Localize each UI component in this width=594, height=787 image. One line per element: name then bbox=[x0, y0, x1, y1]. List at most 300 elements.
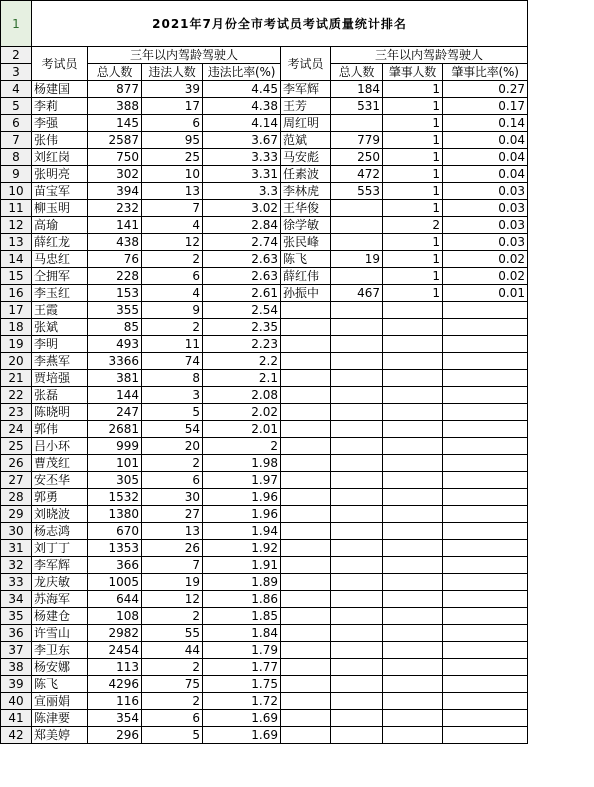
total-cell[interactable]: 108 bbox=[88, 608, 142, 625]
empty-cell[interactable] bbox=[281, 523, 331, 540]
total-cell[interactable]: 354 bbox=[88, 710, 142, 727]
accident-rate-cell[interactable]: 0.03 bbox=[443, 200, 528, 217]
total-cell[interactable]: 305 bbox=[88, 472, 142, 489]
accident-rate-cell[interactable]: 0.01 bbox=[443, 285, 528, 302]
empty-cell[interactable] bbox=[443, 676, 528, 693]
empty-cell[interactable] bbox=[281, 727, 331, 744]
row-header[interactable]: 2 bbox=[1, 47, 32, 64]
empty-cell[interactable] bbox=[281, 693, 331, 710]
violation-rate-cell[interactable]: 1.94 bbox=[203, 523, 281, 540]
violation-rate-cell[interactable]: 3.31 bbox=[203, 166, 281, 183]
empty-cell[interactable] bbox=[331, 472, 383, 489]
group-header-right[interactable]: 三年以内驾龄驾驶人 bbox=[331, 47, 528, 64]
violations-cell[interactable]: 13 bbox=[142, 523, 203, 540]
accidents-cell[interactable]: 1 bbox=[383, 268, 443, 285]
violation-rate-cell[interactable]: 1.69 bbox=[203, 710, 281, 727]
empty-cell[interactable] bbox=[383, 319, 443, 336]
empty-cell[interactable] bbox=[331, 506, 383, 523]
total-cell[interactable]: 247 bbox=[88, 404, 142, 421]
examiner-name-cell[interactable]: 张斌 bbox=[32, 319, 88, 336]
empty-cell[interactable] bbox=[331, 370, 383, 387]
violations-cell[interactable]: 3 bbox=[142, 387, 203, 404]
examiner-name-cell[interactable]: 柳玉明 bbox=[32, 200, 88, 217]
empty-cell[interactable] bbox=[383, 370, 443, 387]
row-header[interactable]: 35 bbox=[1, 608, 32, 625]
total-cell[interactable]: 553 bbox=[331, 183, 383, 200]
empty-cell[interactable] bbox=[331, 523, 383, 540]
row-header[interactable]: 9 bbox=[1, 166, 32, 183]
row-header[interactable]: 25 bbox=[1, 438, 32, 455]
empty-cell[interactable] bbox=[331, 353, 383, 370]
violation-rate-cell[interactable]: 1.75 bbox=[203, 676, 281, 693]
empty-cell[interactable] bbox=[331, 676, 383, 693]
empty-cell[interactable] bbox=[443, 642, 528, 659]
col-header-total-left[interactable]: 总人数 bbox=[88, 64, 142, 81]
violations-cell[interactable]: 13 bbox=[142, 183, 203, 200]
violations-cell[interactable]: 2 bbox=[142, 608, 203, 625]
examiner-name-cell[interactable]: 李林虎 bbox=[281, 183, 331, 200]
violation-rate-cell[interactable]: 1.91 bbox=[203, 557, 281, 574]
empty-cell[interactable] bbox=[331, 693, 383, 710]
examiner-name-cell[interactable]: 王霞 bbox=[32, 302, 88, 319]
total-cell[interactable]: 2587 bbox=[88, 132, 142, 149]
examiner-header-left[interactable]: 考试员 bbox=[32, 47, 88, 81]
violations-cell[interactable]: 12 bbox=[142, 234, 203, 251]
examiner-name-cell[interactable]: 张磊 bbox=[32, 387, 88, 404]
examiner-name-cell[interactable]: 任素波 bbox=[281, 166, 331, 183]
empty-cell[interactable] bbox=[331, 591, 383, 608]
empty-cell[interactable] bbox=[383, 710, 443, 727]
examiner-header-right[interactable]: 考试员 bbox=[281, 47, 331, 81]
empty-cell[interactable] bbox=[331, 421, 383, 438]
empty-cell[interactable] bbox=[443, 472, 528, 489]
violations-cell[interactable]: 30 bbox=[142, 489, 203, 506]
empty-cell[interactable] bbox=[281, 455, 331, 472]
total-cell[interactable] bbox=[331, 115, 383, 132]
empty-cell[interactable] bbox=[331, 387, 383, 404]
empty-cell[interactable] bbox=[331, 710, 383, 727]
empty-cell[interactable] bbox=[281, 608, 331, 625]
violations-cell[interactable]: 10 bbox=[142, 166, 203, 183]
col-header-violations[interactable]: 违法人数 bbox=[142, 64, 203, 81]
total-cell[interactable]: 113 bbox=[88, 659, 142, 676]
examiner-name-cell[interactable]: 陈飞 bbox=[32, 676, 88, 693]
examiner-name-cell[interactable]: 徐学敏 bbox=[281, 217, 331, 234]
empty-cell[interactable] bbox=[331, 608, 383, 625]
violations-cell[interactable]: 5 bbox=[142, 727, 203, 744]
violation-rate-cell[interactable]: 3.3 bbox=[203, 183, 281, 200]
empty-cell[interactable] bbox=[331, 625, 383, 642]
empty-cell[interactable] bbox=[383, 676, 443, 693]
violation-rate-cell[interactable]: 1.77 bbox=[203, 659, 281, 676]
total-cell[interactable]: 19 bbox=[331, 251, 383, 268]
total-cell[interactable] bbox=[331, 217, 383, 234]
row-header[interactable]: 22 bbox=[1, 387, 32, 404]
empty-cell[interactable] bbox=[331, 489, 383, 506]
examiner-name-cell[interactable]: 张民峰 bbox=[281, 234, 331, 251]
row-header[interactable]: 31 bbox=[1, 540, 32, 557]
empty-cell[interactable] bbox=[331, 642, 383, 659]
total-cell[interactable]: 1380 bbox=[88, 506, 142, 523]
violations-cell[interactable]: 6 bbox=[142, 710, 203, 727]
examiner-name-cell[interactable]: 范斌 bbox=[281, 132, 331, 149]
violations-cell[interactable]: 2 bbox=[142, 455, 203, 472]
examiner-name-cell[interactable]: 杨安娜 bbox=[32, 659, 88, 676]
empty-cell[interactable] bbox=[443, 557, 528, 574]
row-header[interactable]: 30 bbox=[1, 523, 32, 540]
row-header[interactable]: 40 bbox=[1, 693, 32, 710]
row-header[interactable]: 26 bbox=[1, 455, 32, 472]
accident-rate-cell[interactable]: 0.03 bbox=[443, 234, 528, 251]
empty-cell[interactable] bbox=[281, 506, 331, 523]
row-header[interactable]: 3 bbox=[1, 64, 32, 81]
examiner-name-cell[interactable]: 陈津要 bbox=[32, 710, 88, 727]
accidents-cell[interactable]: 1 bbox=[383, 200, 443, 217]
row-header[interactable]: 15 bbox=[1, 268, 32, 285]
empty-cell[interactable] bbox=[281, 370, 331, 387]
total-cell[interactable]: 3366 bbox=[88, 353, 142, 370]
row-header[interactable]: 23 bbox=[1, 404, 32, 421]
examiner-name-cell[interactable]: 郭伟 bbox=[32, 421, 88, 438]
violations-cell[interactable]: 11 bbox=[142, 336, 203, 353]
violations-cell[interactable]: 7 bbox=[142, 557, 203, 574]
empty-cell[interactable] bbox=[331, 659, 383, 676]
empty-cell[interactable] bbox=[383, 404, 443, 421]
empty-cell[interactable] bbox=[443, 370, 528, 387]
examiner-name-cell[interactable]: 贾培强 bbox=[32, 370, 88, 387]
violation-rate-cell[interactable]: 1.69 bbox=[203, 727, 281, 744]
examiner-name-cell[interactable]: 马忠红 bbox=[32, 251, 88, 268]
violations-cell[interactable]: 39 bbox=[142, 81, 203, 98]
empty-cell[interactable] bbox=[281, 421, 331, 438]
examiner-name-cell[interactable]: 杨志鸿 bbox=[32, 523, 88, 540]
examiner-name-cell[interactable]: 苏海军 bbox=[32, 591, 88, 608]
violations-cell[interactable]: 20 bbox=[142, 438, 203, 455]
violation-rate-cell[interactable]: 2.08 bbox=[203, 387, 281, 404]
violations-cell[interactable]: 4 bbox=[142, 217, 203, 234]
total-cell[interactable]: 296 bbox=[88, 727, 142, 744]
total-cell[interactable]: 2681 bbox=[88, 421, 142, 438]
examiner-name-cell[interactable]: 李明 bbox=[32, 336, 88, 353]
accident-rate-cell[interactable]: 0.03 bbox=[443, 183, 528, 200]
examiner-name-cell[interactable]: 刘红岗 bbox=[32, 149, 88, 166]
examiner-name-cell[interactable]: 张明亮 bbox=[32, 166, 88, 183]
empty-cell[interactable] bbox=[443, 319, 528, 336]
empty-cell[interactable] bbox=[281, 302, 331, 319]
examiner-name-cell[interactable]: 李玉红 bbox=[32, 285, 88, 302]
examiner-name-cell[interactable]: 宣丽娟 bbox=[32, 693, 88, 710]
examiner-name-cell[interactable]: 李军辉 bbox=[281, 81, 331, 98]
empty-cell[interactable] bbox=[331, 438, 383, 455]
accident-rate-cell[interactable]: 0.27 bbox=[443, 81, 528, 98]
empty-cell[interactable] bbox=[383, 625, 443, 642]
empty-cell[interactable] bbox=[281, 353, 331, 370]
total-cell[interactable]: 250 bbox=[331, 149, 383, 166]
violation-rate-cell[interactable]: 2.63 bbox=[203, 268, 281, 285]
violation-rate-cell[interactable]: 2.54 bbox=[203, 302, 281, 319]
empty-cell[interactable] bbox=[383, 353, 443, 370]
violation-rate-cell[interactable]: 1.92 bbox=[203, 540, 281, 557]
row-header[interactable]: 20 bbox=[1, 353, 32, 370]
examiner-name-cell[interactable]: 郭勇 bbox=[32, 489, 88, 506]
col-header-violation-rate[interactable]: 违法比率(%) bbox=[203, 64, 281, 81]
empty-cell[interactable] bbox=[443, 625, 528, 642]
empty-cell[interactable] bbox=[443, 336, 528, 353]
empty-cell[interactable] bbox=[443, 523, 528, 540]
examiner-name-cell[interactable]: 安丕华 bbox=[32, 472, 88, 489]
empty-cell[interactable] bbox=[281, 710, 331, 727]
total-cell[interactable]: 228 bbox=[88, 268, 142, 285]
violation-rate-cell[interactable]: 1.86 bbox=[203, 591, 281, 608]
row-header[interactable]: 18 bbox=[1, 319, 32, 336]
accidents-cell[interactable]: 1 bbox=[383, 149, 443, 166]
sheet-title[interactable]: 2021年7月份全市考试员考试质量统计排名 bbox=[32, 1, 528, 47]
row-header[interactable]: 12 bbox=[1, 217, 32, 234]
violations-cell[interactable]: 17 bbox=[142, 98, 203, 115]
empty-cell[interactable] bbox=[281, 540, 331, 557]
empty-cell[interactable] bbox=[331, 404, 383, 421]
empty-cell[interactable] bbox=[331, 302, 383, 319]
examiner-name-cell[interactable]: 杨建仓 bbox=[32, 608, 88, 625]
examiner-name-cell[interactable]: 李莉 bbox=[32, 98, 88, 115]
examiner-name-cell[interactable]: 李燕军 bbox=[32, 353, 88, 370]
total-cell[interactable]: 355 bbox=[88, 302, 142, 319]
row-header[interactable]: 27 bbox=[1, 472, 32, 489]
accident-rate-cell[interactable]: 0.03 bbox=[443, 217, 528, 234]
row-header[interactable]: 36 bbox=[1, 625, 32, 642]
empty-cell[interactable] bbox=[443, 591, 528, 608]
accident-rate-cell[interactable]: 0.04 bbox=[443, 132, 528, 149]
empty-cell[interactable] bbox=[331, 540, 383, 557]
empty-cell[interactable] bbox=[383, 421, 443, 438]
violation-rate-cell[interactable]: 2 bbox=[203, 438, 281, 455]
examiner-name-cell[interactable]: 薛红伟 bbox=[281, 268, 331, 285]
empty-cell[interactable] bbox=[281, 574, 331, 591]
total-cell[interactable]: 85 bbox=[88, 319, 142, 336]
empty-cell[interactable] bbox=[331, 455, 383, 472]
empty-cell[interactable] bbox=[443, 693, 528, 710]
row-header[interactable]: 11 bbox=[1, 200, 32, 217]
violation-rate-cell[interactable]: 3.67 bbox=[203, 132, 281, 149]
total-cell[interactable]: 116 bbox=[88, 693, 142, 710]
total-cell[interactable]: 145 bbox=[88, 115, 142, 132]
empty-cell[interactable] bbox=[443, 387, 528, 404]
empty-cell[interactable] bbox=[443, 540, 528, 557]
accidents-cell[interactable]: 1 bbox=[383, 285, 443, 302]
col-header-total-right[interactable]: 总人数 bbox=[331, 64, 383, 81]
total-cell[interactable]: 472 bbox=[331, 166, 383, 183]
row-header[interactable]: 41 bbox=[1, 710, 32, 727]
total-cell[interactable]: 467 bbox=[331, 285, 383, 302]
accidents-cell[interactable]: 1 bbox=[383, 115, 443, 132]
empty-cell[interactable] bbox=[443, 353, 528, 370]
examiner-name-cell[interactable]: 陈飞 bbox=[281, 251, 331, 268]
examiner-name-cell[interactable]: 薛红龙 bbox=[32, 234, 88, 251]
violations-cell[interactable]: 6 bbox=[142, 115, 203, 132]
violations-cell[interactable]: 44 bbox=[142, 642, 203, 659]
empty-cell[interactable] bbox=[443, 608, 528, 625]
row-header[interactable]: 28 bbox=[1, 489, 32, 506]
violations-cell[interactable]: 6 bbox=[142, 472, 203, 489]
violation-rate-cell[interactable]: 1.79 bbox=[203, 642, 281, 659]
total-cell[interactable]: 184 bbox=[331, 81, 383, 98]
row-header[interactable]: 4 bbox=[1, 81, 32, 98]
violation-rate-cell[interactable]: 4.38 bbox=[203, 98, 281, 115]
accidents-cell[interactable]: 1 bbox=[383, 251, 443, 268]
empty-cell[interactable] bbox=[443, 727, 528, 744]
empty-cell[interactable] bbox=[443, 404, 528, 421]
empty-cell[interactable] bbox=[443, 659, 528, 676]
total-cell[interactable]: 101 bbox=[88, 455, 142, 472]
violations-cell[interactable]: 5 bbox=[142, 404, 203, 421]
row-header[interactable]: 42 bbox=[1, 727, 32, 744]
row-header[interactable]: 24 bbox=[1, 421, 32, 438]
examiner-name-cell[interactable]: 苗宝军 bbox=[32, 183, 88, 200]
empty-cell[interactable] bbox=[281, 387, 331, 404]
total-cell[interactable]: 877 bbox=[88, 81, 142, 98]
row-header[interactable]: 10 bbox=[1, 183, 32, 200]
empty-cell[interactable] bbox=[281, 625, 331, 642]
empty-cell[interactable] bbox=[383, 438, 443, 455]
row-header[interactable]: 21 bbox=[1, 370, 32, 387]
empty-cell[interactable] bbox=[281, 438, 331, 455]
total-cell[interactable]: 141 bbox=[88, 217, 142, 234]
total-cell[interactable]: 144 bbox=[88, 387, 142, 404]
empty-cell[interactable] bbox=[331, 319, 383, 336]
empty-cell[interactable] bbox=[383, 574, 443, 591]
empty-cell[interactable] bbox=[281, 336, 331, 353]
empty-cell[interactable] bbox=[383, 336, 443, 353]
violations-cell[interactable]: 9 bbox=[142, 302, 203, 319]
total-cell[interactable] bbox=[331, 268, 383, 285]
empty-cell[interactable] bbox=[383, 693, 443, 710]
accident-rate-cell[interactable]: 0.02 bbox=[443, 251, 528, 268]
empty-cell[interactable] bbox=[281, 319, 331, 336]
violation-rate-cell[interactable]: 2.02 bbox=[203, 404, 281, 421]
empty-cell[interactable] bbox=[443, 710, 528, 727]
col-header-accident-rate[interactable]: 肇事比率(%) bbox=[443, 64, 528, 81]
total-cell[interactable]: 438 bbox=[88, 234, 142, 251]
violations-cell[interactable]: 74 bbox=[142, 353, 203, 370]
violation-rate-cell[interactable]: 1.85 bbox=[203, 608, 281, 625]
empty-cell[interactable] bbox=[383, 523, 443, 540]
violation-rate-cell[interactable]: 1.96 bbox=[203, 506, 281, 523]
violation-rate-cell[interactable]: 2.61 bbox=[203, 285, 281, 302]
accidents-cell[interactable]: 1 bbox=[383, 183, 443, 200]
accident-rate-cell[interactable]: 0.04 bbox=[443, 166, 528, 183]
violations-cell[interactable]: 2 bbox=[142, 251, 203, 268]
empty-cell[interactable] bbox=[443, 489, 528, 506]
total-cell[interactable]: 750 bbox=[88, 149, 142, 166]
empty-cell[interactable] bbox=[331, 336, 383, 353]
empty-cell[interactable] bbox=[443, 574, 528, 591]
examiner-name-cell[interactable]: 周红明 bbox=[281, 115, 331, 132]
col-header-accidents[interactable]: 肇事人数 bbox=[383, 64, 443, 81]
total-cell[interactable]: 493 bbox=[88, 336, 142, 353]
violation-rate-cell[interactable]: 3.02 bbox=[203, 200, 281, 217]
examiner-name-cell[interactable]: 张伟 bbox=[32, 132, 88, 149]
row-header[interactable]: 34 bbox=[1, 591, 32, 608]
empty-cell[interactable] bbox=[383, 472, 443, 489]
total-cell[interactable]: 4296 bbox=[88, 676, 142, 693]
empty-cell[interactable] bbox=[281, 404, 331, 421]
examiner-name-cell[interactable]: 王芳 bbox=[281, 98, 331, 115]
total-cell[interactable]: 76 bbox=[88, 251, 142, 268]
row-header[interactable]: 16 bbox=[1, 285, 32, 302]
total-cell[interactable]: 1005 bbox=[88, 574, 142, 591]
examiner-name-cell[interactable]: 刘晓波 bbox=[32, 506, 88, 523]
accidents-cell[interactable]: 2 bbox=[383, 217, 443, 234]
empty-cell[interactable] bbox=[443, 421, 528, 438]
empty-cell[interactable] bbox=[281, 557, 331, 574]
violation-rate-cell[interactable]: 2.74 bbox=[203, 234, 281, 251]
violations-cell[interactable]: 55 bbox=[142, 625, 203, 642]
violations-cell[interactable]: 26 bbox=[142, 540, 203, 557]
violation-rate-cell[interactable]: 2.23 bbox=[203, 336, 281, 353]
accidents-cell[interactable]: 1 bbox=[383, 166, 443, 183]
examiner-name-cell[interactable]: 高瑜 bbox=[32, 217, 88, 234]
empty-cell[interactable] bbox=[383, 455, 443, 472]
violation-rate-cell[interactable]: 2.84 bbox=[203, 217, 281, 234]
violations-cell[interactable]: 25 bbox=[142, 149, 203, 166]
examiner-name-cell[interactable]: 李强 bbox=[32, 115, 88, 132]
empty-cell[interactable] bbox=[383, 540, 443, 557]
row-header[interactable]: 39 bbox=[1, 676, 32, 693]
violations-cell[interactable]: 2 bbox=[142, 693, 203, 710]
total-cell[interactable]: 153 bbox=[88, 285, 142, 302]
examiner-name-cell[interactable]: 刘丁丁 bbox=[32, 540, 88, 557]
row-header[interactable]: 32 bbox=[1, 557, 32, 574]
violations-cell[interactable]: 6 bbox=[142, 268, 203, 285]
examiner-name-cell[interactable]: 孙振中 bbox=[281, 285, 331, 302]
violations-cell[interactable]: 8 bbox=[142, 370, 203, 387]
empty-cell[interactable] bbox=[383, 387, 443, 404]
violation-rate-cell[interactable]: 1.97 bbox=[203, 472, 281, 489]
empty-cell[interactable] bbox=[383, 642, 443, 659]
row-header[interactable]: 7 bbox=[1, 132, 32, 149]
violation-rate-cell[interactable]: 1.84 bbox=[203, 625, 281, 642]
total-cell[interactable]: 2454 bbox=[88, 642, 142, 659]
empty-cell[interactable] bbox=[383, 727, 443, 744]
violation-rate-cell[interactable]: 2.63 bbox=[203, 251, 281, 268]
empty-cell[interactable] bbox=[443, 506, 528, 523]
empty-cell[interactable] bbox=[383, 489, 443, 506]
violations-cell[interactable]: 7 bbox=[142, 200, 203, 217]
total-cell[interactable]: 2982 bbox=[88, 625, 142, 642]
empty-cell[interactable] bbox=[331, 727, 383, 744]
row-header[interactable]: 19 bbox=[1, 336, 32, 353]
violation-rate-cell[interactable]: 1.72 bbox=[203, 693, 281, 710]
examiner-name-cell[interactable]: 龙庆敏 bbox=[32, 574, 88, 591]
row-header[interactable]: 17 bbox=[1, 302, 32, 319]
empty-cell[interactable] bbox=[281, 591, 331, 608]
empty-cell[interactable] bbox=[281, 472, 331, 489]
row-header[interactable]: 14 bbox=[1, 251, 32, 268]
examiner-name-cell[interactable]: 王华俊 bbox=[281, 200, 331, 217]
empty-cell[interactable] bbox=[383, 302, 443, 319]
total-cell[interactable]: 531 bbox=[331, 98, 383, 115]
row-header[interactable]: 1 bbox=[1, 1, 32, 47]
row-header[interactable]: 6 bbox=[1, 115, 32, 132]
empty-cell[interactable] bbox=[281, 642, 331, 659]
examiner-name-cell[interactable]: 李军辉 bbox=[32, 557, 88, 574]
violation-rate-cell[interactable]: 1.89 bbox=[203, 574, 281, 591]
examiner-name-cell[interactable]: 曹茂红 bbox=[32, 455, 88, 472]
violation-rate-cell[interactable]: 3.33 bbox=[203, 149, 281, 166]
total-cell[interactable]: 302 bbox=[88, 166, 142, 183]
total-cell[interactable]: 999 bbox=[88, 438, 142, 455]
total-cell[interactable]: 366 bbox=[88, 557, 142, 574]
